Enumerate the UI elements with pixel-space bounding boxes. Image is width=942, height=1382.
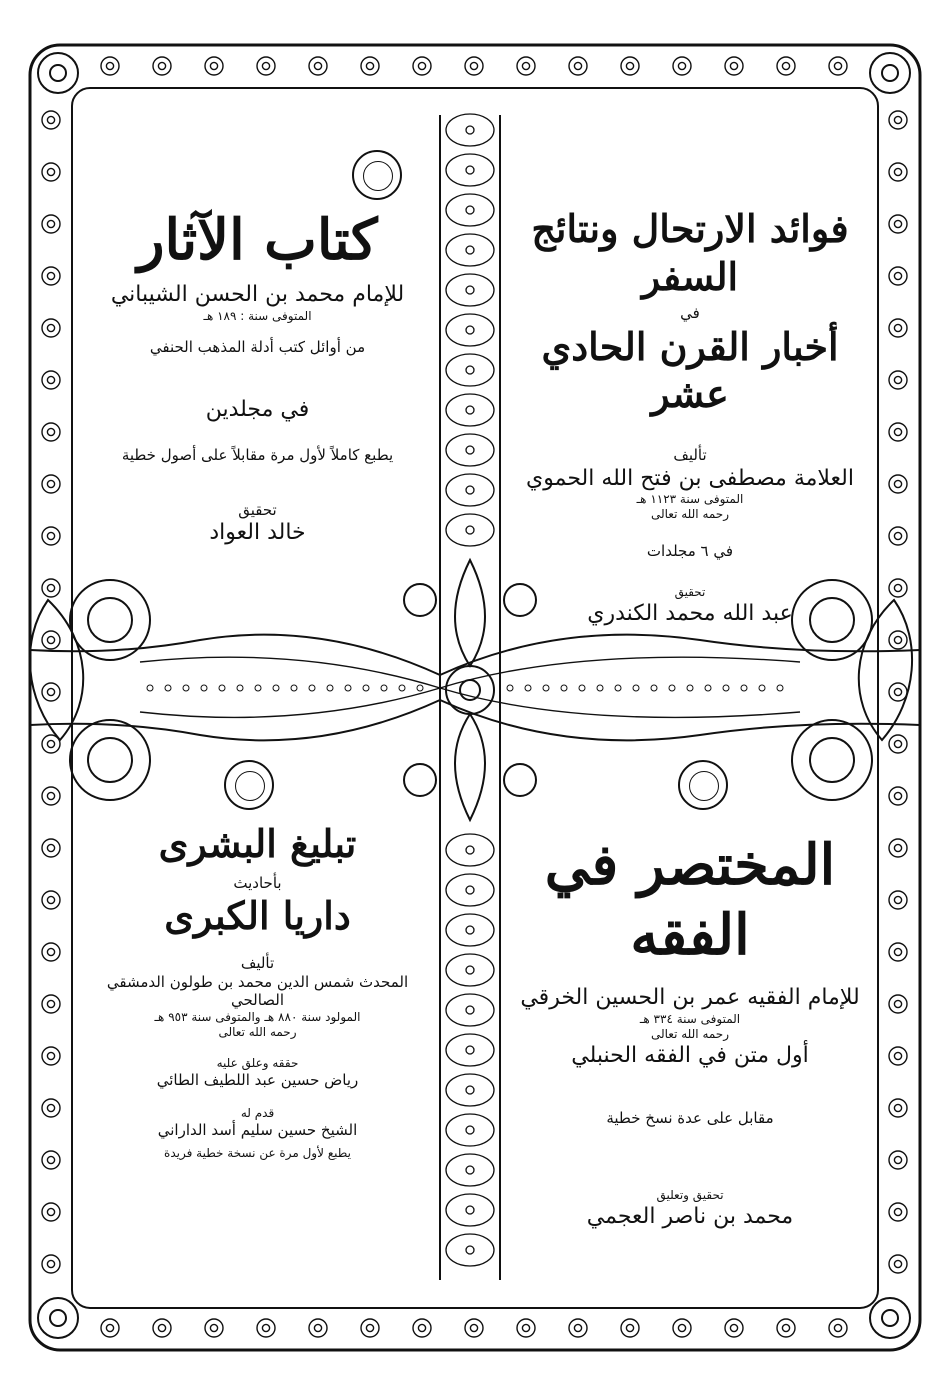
death-date: المتوفى سنة ١١٢٣ هـ (636, 492, 744, 506)
connector: في (680, 304, 700, 322)
editor-name: محمد بن ناصر العجمي (586, 1203, 794, 1229)
edited-heading: حققه وعلق عليه (216, 1056, 299, 1070)
introducer-name: الشيخ حسين سليم أسد الداراني (157, 1120, 358, 1139)
mercy-phrase: رحمه الله تعالى (218, 1025, 297, 1039)
editor-heading: تحقيق (674, 584, 706, 599)
intro-heading: قدم له (240, 1105, 275, 1120)
volume-count: في مجلدين (205, 397, 310, 423)
publisher-seal-icon (678, 760, 728, 810)
volume-count: في ٦ مجلدات (646, 542, 734, 560)
editor-name: خالد العواد (209, 520, 306, 546)
editor-name: رياض حسين عبد اللطيف الطائي (156, 1071, 359, 1089)
collation-note: مقابل على عدة نسخ خطية (606, 1109, 774, 1127)
author-name: المحدث شمس الدين محمد بن طولون الدمشقي الصالحي (106, 972, 409, 1010)
description: من أوائل كتب أدلة المذهب الحنفي (149, 337, 366, 356)
description: أول متن في الفقه الحنبلي (571, 1042, 809, 1068)
title: كتاب الآثار (137, 207, 378, 273)
death-date: المتوفى سنة : ١٨٩ هـ (203, 308, 312, 323)
author-name: للإمام محمد بن الحسن الشيباني (110, 282, 405, 307)
vertical-chain-ornament (446, 114, 494, 1266)
mercy-phrase: رحمه الله تعالى (650, 1026, 730, 1041)
author-heading: تأليف (240, 953, 275, 972)
editor-name: عبد الله محمد الكندري (587, 600, 793, 626)
connector: بأحاديث (233, 873, 282, 892)
book-cover-fawaid (515, 205, 865, 627)
title-line-2: أخبار القرن الحادي عشر (541, 323, 839, 417)
publisher-seal-icon (224, 760, 274, 810)
mercy-phrase: رحمه الله تعالى (650, 507, 730, 521)
publisher-seal-icon (352, 150, 402, 200)
book-cover-tabligh (85, 820, 430, 1161)
title-line-1: تبليغ البشرى (158, 821, 357, 866)
print-note: يطبع لأول مرة عن نسخة خطية فريدة (164, 1145, 351, 1160)
book-cover-mukhtasar (515, 830, 865, 1230)
editor-heading: تحقيق وتعليق (656, 1187, 724, 1202)
title-line-1: فوائد الارتحال ونتائج السفر (531, 206, 849, 299)
title-line-2: داريا الكبرى (164, 893, 351, 939)
title: المختصر في الفقه (544, 832, 836, 968)
birth-death-dates: المولود سنة ٨٨٠ هـ والمتوفى سنة ٩٥٣ هـ (154, 1010, 361, 1024)
death-date: المتوفى سنة ٣٣٤ هـ (639, 1011, 741, 1026)
print-note: يطبع كاملاً لأول مرة مقابلاً على أصول خطية (121, 445, 394, 464)
author-heading: تأليف (673, 445, 707, 464)
editor-heading: تحقيق (238, 500, 277, 519)
book-cover-athar (85, 205, 430, 547)
author-name: العلامة مصطفى بن فتح الله الحموي (526, 465, 854, 491)
author-name: للإمام الفقيه عمر بن الحسين الخرقي (520, 985, 860, 1010)
